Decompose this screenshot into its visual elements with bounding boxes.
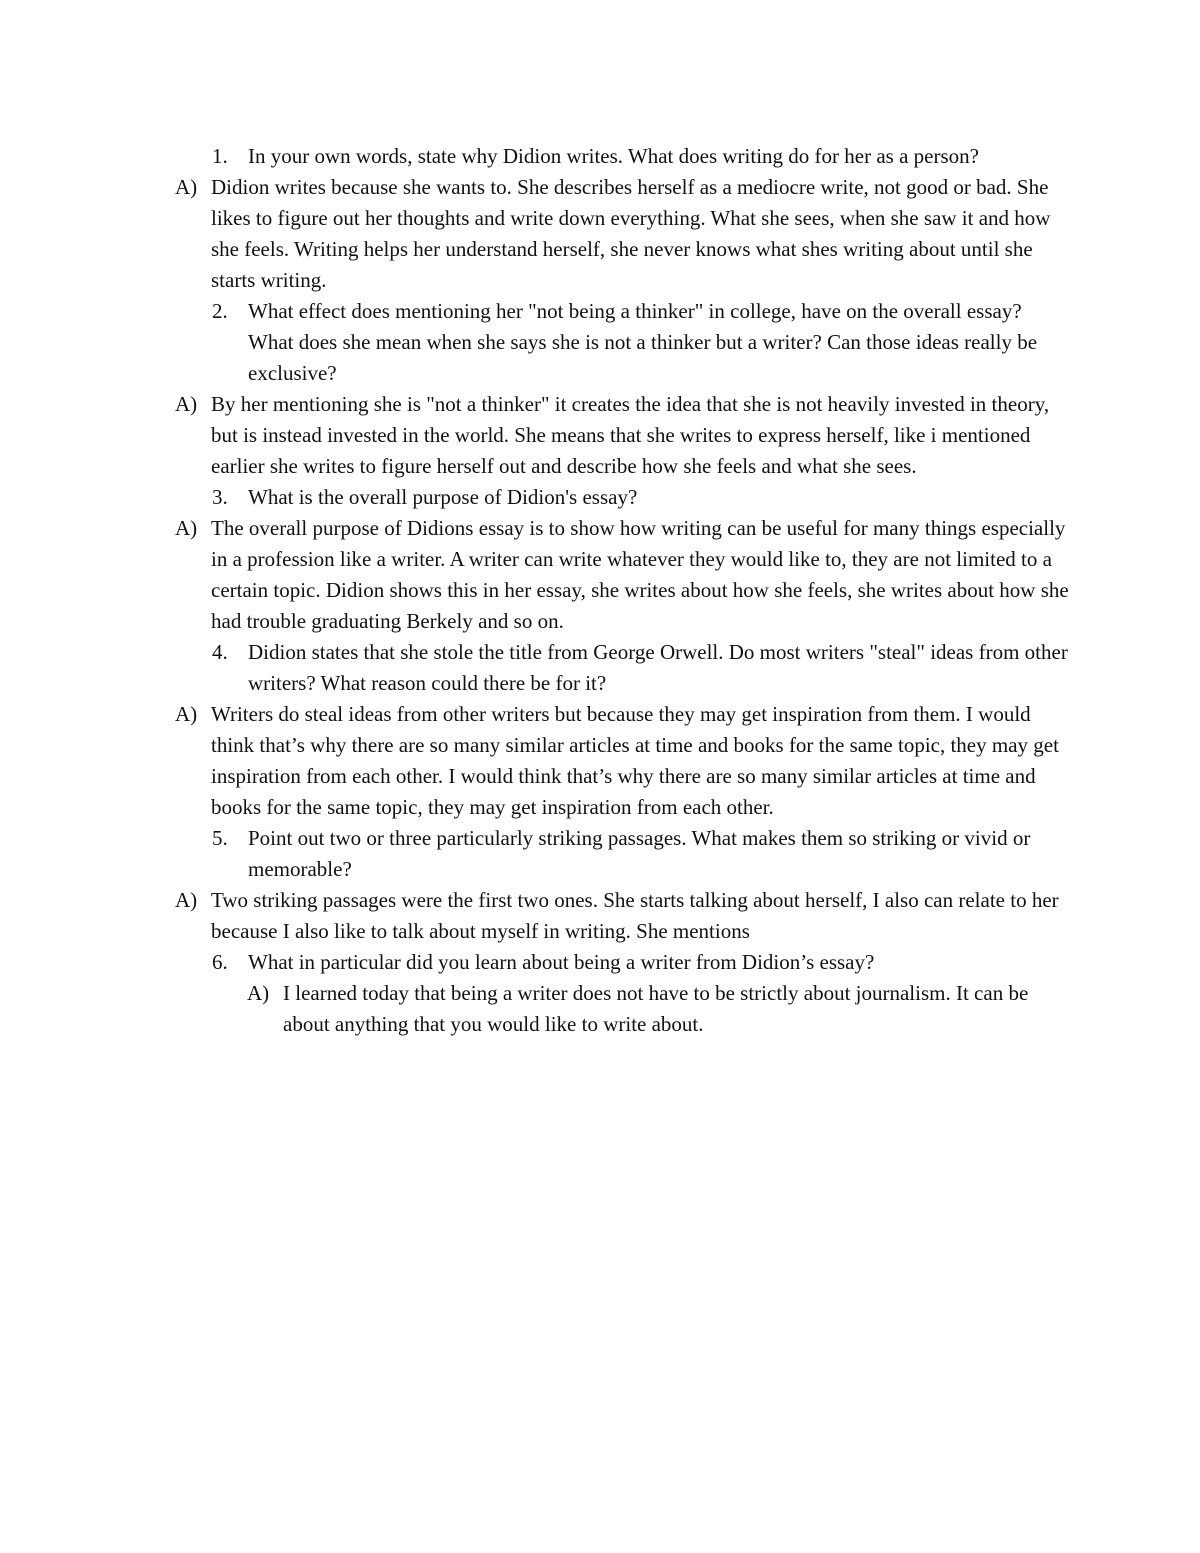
- question-2: [212, 296, 1068, 389]
- question-number: 3.: [212, 485, 228, 509]
- question-1: [212, 141, 1068, 172]
- answer-4: [175, 699, 1071, 823]
- answer-label: A): [175, 175, 198, 199]
- answer-6: [247, 978, 1073, 1040]
- question-text: Point out two or three particularly striking passages. What makes them so striking or vivid or memorable?: [248, 826, 1031, 881]
- question-5: [212, 823, 1068, 885]
- answer-label: A): [175, 702, 198, 726]
- answer-text: Writers do steal ideas from other writers but because they may get inspiration from them. I would think that’s why there are so many similar articles at time and books for the same topic, they may get inspiration from each other. I would think that’s why there are so many similar articles at time and books for the same topic, they may get inspiration from each other.: [211, 702, 1059, 819]
- question-number: 4.: [212, 640, 228, 664]
- answer-text: Didion writes because she wants to. She describes herself as a mediocre write, not good or bad. She likes to figure out her thoughts and write down everything. What she sees, when she saw it and how she feels. Writing helps her understand herself, she never knows what shes writing about until she starts writing.: [211, 175, 1051, 292]
- answer-label: A): [247, 981, 270, 1005]
- question-text: What effect does mentioning her "not being a thinker" in college, have on the overall essay? What does she mean when she says she is not a thinker but a writer? Can those ideas really be exclusive?: [248, 299, 1038, 385]
- question-number: 1.: [212, 144, 228, 168]
- answer-text: By her mentioning she is "not a thinker" it creates the idea that she is not heavily invested in theory, but is instead invested in the world. She means that she writes to express herself, like i mentioned earlier she writes to figure herself out and describe how she feels and what she sees.: [211, 392, 1050, 478]
- question-number: 6.: [212, 950, 228, 974]
- answer-2: [175, 389, 1071, 482]
- answer-label: A): [175, 888, 198, 912]
- answer-1: [175, 172, 1071, 296]
- answer-label: A): [175, 516, 198, 540]
- question-answer-list: [0, 141, 1200, 1040]
- answer-3: [175, 513, 1071, 637]
- question-text: What is the overall purpose of Didion's essay?: [248, 485, 638, 509]
- question-3: [212, 482, 1068, 513]
- answer-text: I learned today that being a writer does not have to be strictly about journalism. It can be about anything that you would like to write about.: [283, 981, 1029, 1036]
- question-number: 5.: [212, 826, 228, 850]
- answer-5: [175, 885, 1071, 947]
- question-4: [212, 637, 1068, 699]
- question-number: 2.: [212, 299, 228, 323]
- answer-text: Two striking passages were the first two ones. She starts talking about herself, I also can relate to her because I also like to talk about myself in writing. She mentions: [211, 888, 1059, 943]
- question-text: Didion states that she stole the title from George Orwell. Do most writers "steal" ideas from other writers? What reason could there be for it?: [248, 640, 1068, 695]
- answer-text: The overall purpose of Didions essay is to show how writing can be useful for many things especially in a profession like a writer. A writer can write whatever they would like to, they are not limited to a certain topic. Didion shows this in her essay, she writes about how she feels, she writes about how she had trouble graduating Berkely and so on.: [211, 516, 1069, 633]
- question-6: [212, 947, 1068, 978]
- question-text: In your own words, state why Didion writes. What does writing do for her as a person?: [248, 144, 979, 168]
- answer-label: A): [175, 392, 198, 416]
- question-text: What in particular did you learn about being a writer from Didion’s essay?: [248, 950, 875, 974]
